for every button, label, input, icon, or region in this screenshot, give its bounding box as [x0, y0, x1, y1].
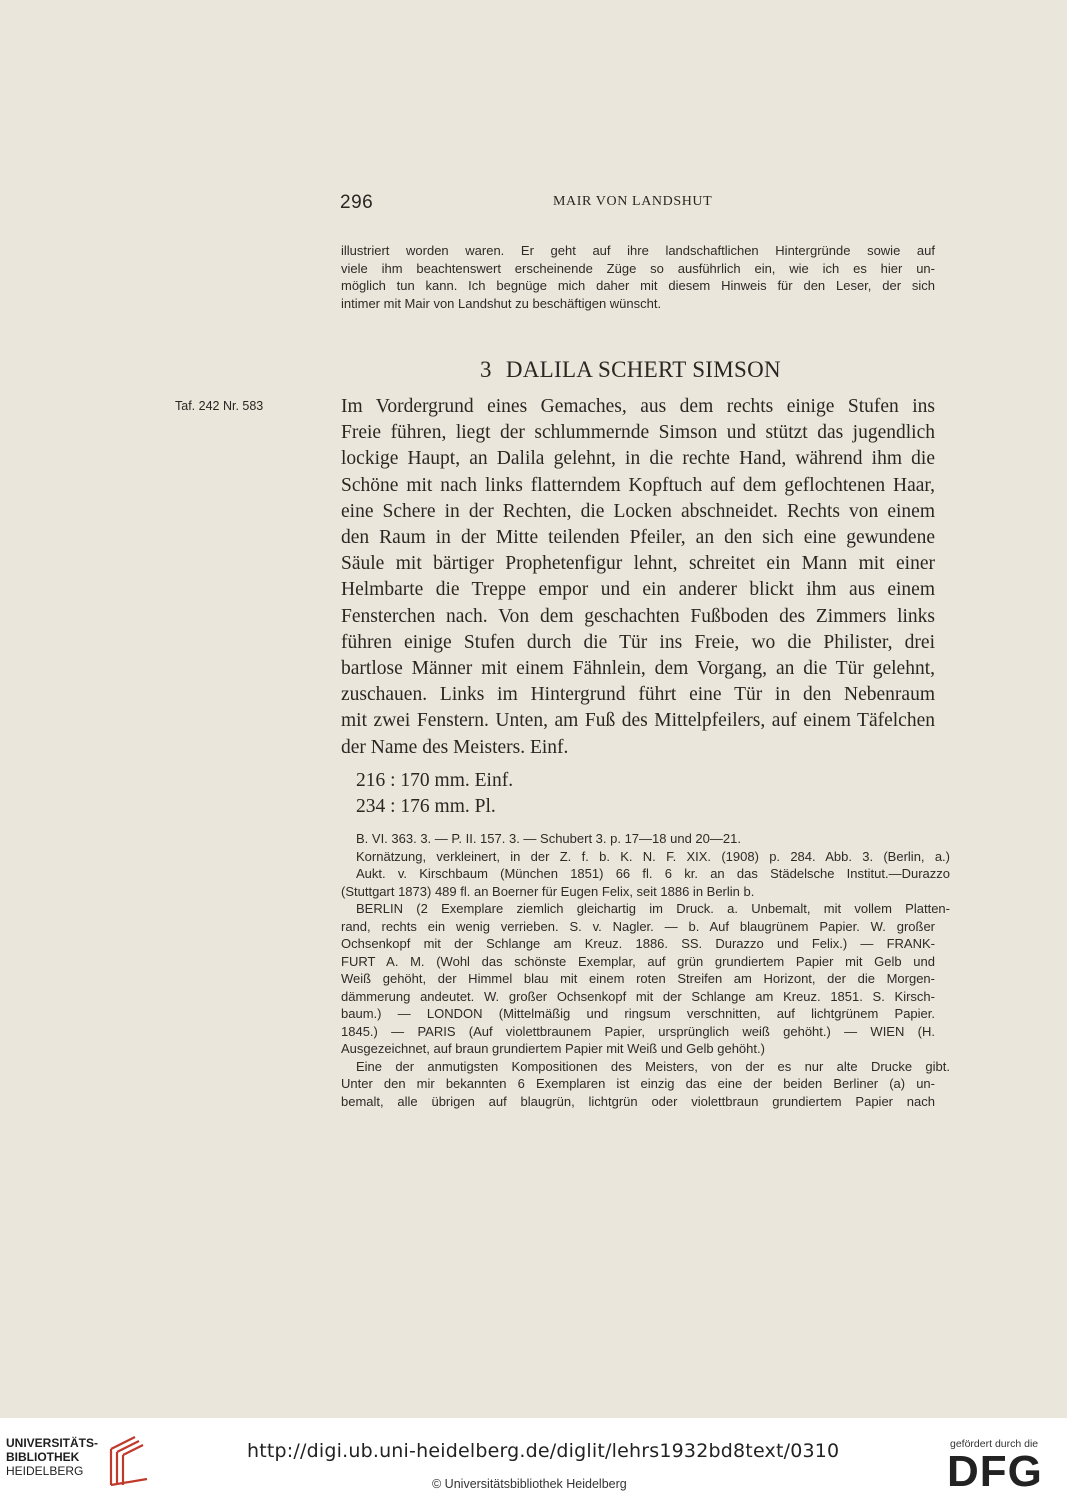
body-line: der Name des Meisters. Einf.	[341, 736, 569, 758]
reference-line: bemalt, alle übrigen auf blaugrün, lichtgrün oder violettbraun grundiertem Papier nach	[341, 1093, 935, 1109]
library-name-line: UNIVERSITÄTS-	[6, 1436, 99, 1450]
body-line: Helmbarte die Treppe empor und ein anderer blickt ihm aus einem	[341, 579, 935, 601]
intro-line: intimer mit Mair von Landshut zu beschäftigen wünscht.	[341, 295, 662, 311]
library-logo-text	[6, 1436, 98, 1478]
section-number: 3	[480, 357, 492, 382]
intro-paragraph	[341, 242, 935, 312]
dimension-line: 234 : 176 mm. Pl.	[356, 796, 496, 817]
section-heading	[480, 357, 781, 383]
reference-line: Ausgezeichnet, auf braun grundiertem Papier mit Weiß und Gelb gehöht.)	[341, 1041, 765, 1056]
reference-line: (Stuttgart 1873) 489 fl. an Boerner für Eugen Felix, seit 1886 in Berlin b.	[341, 883, 755, 899]
section-title: DALILA SCHERT SIMSON	[505, 357, 781, 382]
intro-line: möglich tun kann. Ich begnüge mich daher mit diesem Hinweis für den Leser, der sich	[341, 278, 935, 293]
body-line: Säule mit bärtiger Prophetenfigur lehnt, schreitet ein Mann mit einer	[341, 553, 935, 575]
library-name-line: BIBLIOTHEK	[6, 1450, 80, 1464]
body-line: mit zwei Fenstern. Unten, am Fuß des Mittelpfeilers, auf einem Täfelchen	[341, 710, 935, 732]
reference-line: Weiß gehöht, der Himmel blau mit einem roten Streifen am Horizont, der die Morgen-	[341, 971, 935, 986]
reference-line: Unter den mir bekannten 6 Exemplaren ist einzig das eine der beiden Berliner (a) un-	[341, 1076, 935, 1091]
body-line: zuschauen. Links im Hintergrund führt eine Tür in den Nebenraum	[341, 684, 935, 706]
reference-line: Aukt. v. Kirschbaum (München 1851) 66 fl. 6 kr. an das Städelsche Institut.—Durazzo	[356, 866, 950, 881]
description-paragraph	[341, 394, 935, 761]
reference-line: dämmerung andeutet. W. großer Ochsenkopf mit der Schlange am Kreuz. 1851. S. Kirsch-	[341, 988, 935, 1004]
reference-line: BERLIN (2 Exemplare ziemlich gleichartig im Druck. a. Unbemalt, mit vollem Platten-	[356, 901, 950, 916]
dimensions	[356, 768, 513, 820]
funded-by-label: gefördert durch die	[950, 1438, 1039, 1450]
reference-line: Eine der anmutigsten Kompositionen des Meisters, von der es nur alte Drucke gibt.	[356, 1058, 950, 1074]
library-logo-icon	[107, 1435, 149, 1487]
copyright-notice: © Universitätsbibliothek Heidelberg	[432, 1477, 627, 1491]
reference-line: baum.) — LONDON (Mittelmäßig und ringsum verschnitten, auf lichtgrünem Papier.	[341, 1006, 935, 1021]
body-line: den Raum in der Mitte teilenden Pfeiler, an den sich eine gewundene	[341, 527, 935, 549]
intro-line: illustriert worden waren. Er geht auf ihre landschaftlichen Hintergründe sowie auf	[341, 243, 935, 258]
permalink-url[interactable]: http://digi.ub.uni-heidelberg.de/diglit/lehrs1932bd8text/0310	[247, 1440, 840, 1462]
body-line: führen einige Stufen durch die Tür ins Freie, wo die Philister, drei	[341, 631, 935, 653]
intro-line: viele ihm beachtenswert erscheinende Züge so ausführlich ein, wie ich es hier un-	[341, 260, 935, 276]
body-line: Fensterchen nach. Von dem geschachten Fußboden des Zimmers links	[341, 605, 935, 627]
dimension-line: 216 : 170 mm. Einf.	[356, 770, 514, 791]
plate-reference: Taf. 242 Nr. 583	[175, 399, 264, 413]
body-line: Schöne mit nach links flatterndem Kopftuch auf dem geflochtenen Haar,	[341, 474, 935, 496]
dfg-logo: DFG	[947, 1447, 1043, 1496]
references-block	[341, 830, 950, 1110]
library-city: HEIDELBERG	[6, 1464, 84, 1478]
body-line: eine Schere in der Rechten, die Locken abschneidet. Rechts von einem	[341, 500, 935, 522]
reference-line: B. VI. 363. 3. — P. II. 157. 3. — Schubert 3. p. 17—18 und 20—21.	[356, 831, 741, 846]
reference-line: rand, rechts ein wenig verrieben. S. v. Nagler. — b. Auf blaugrünem Papier. W. großer	[341, 918, 935, 934]
body-line: bartlose Männer mit einem Fähnlein, dem Vorgang, an die Tür gelehnt,	[341, 658, 935, 680]
reference-line: FURT A. M. (Wohl das schönste Exemplar, auf grün grundiertem Papier mit Gelb und	[341, 953, 935, 969]
body-line: Freie führen, liegt der schlummernde Simson und stützt das jugendlich	[341, 422, 935, 444]
reference-line: 1845.) — PARIS (Auf violettbraunem Papier, ursprünglich weiß gehöht.) — WIEN (H.	[341, 1023, 935, 1039]
body-line: lockige Haupt, an Dalila gelehnt, in die rechte Hand, während ihm die	[341, 448, 935, 470]
page-number: 296	[340, 192, 374, 213]
reference-line: Kornätzung, verkleinert, in der Z. f. b. K. N. F. XIX. (1908) p. 284. Abb. 3. (Berlin, a.)	[356, 848, 950, 864]
reference-line: Ochsenkopf mit der Schlange am Kreuz. 1886. SS. Durazzo und Felix.) — FRANK-	[341, 936, 935, 951]
body-line: Im Vordergrund eines Gemaches, aus dem rechts einige Stufen ins	[341, 396, 935, 417]
running-title: MAIR VON LANDSHUT	[553, 194, 713, 209]
